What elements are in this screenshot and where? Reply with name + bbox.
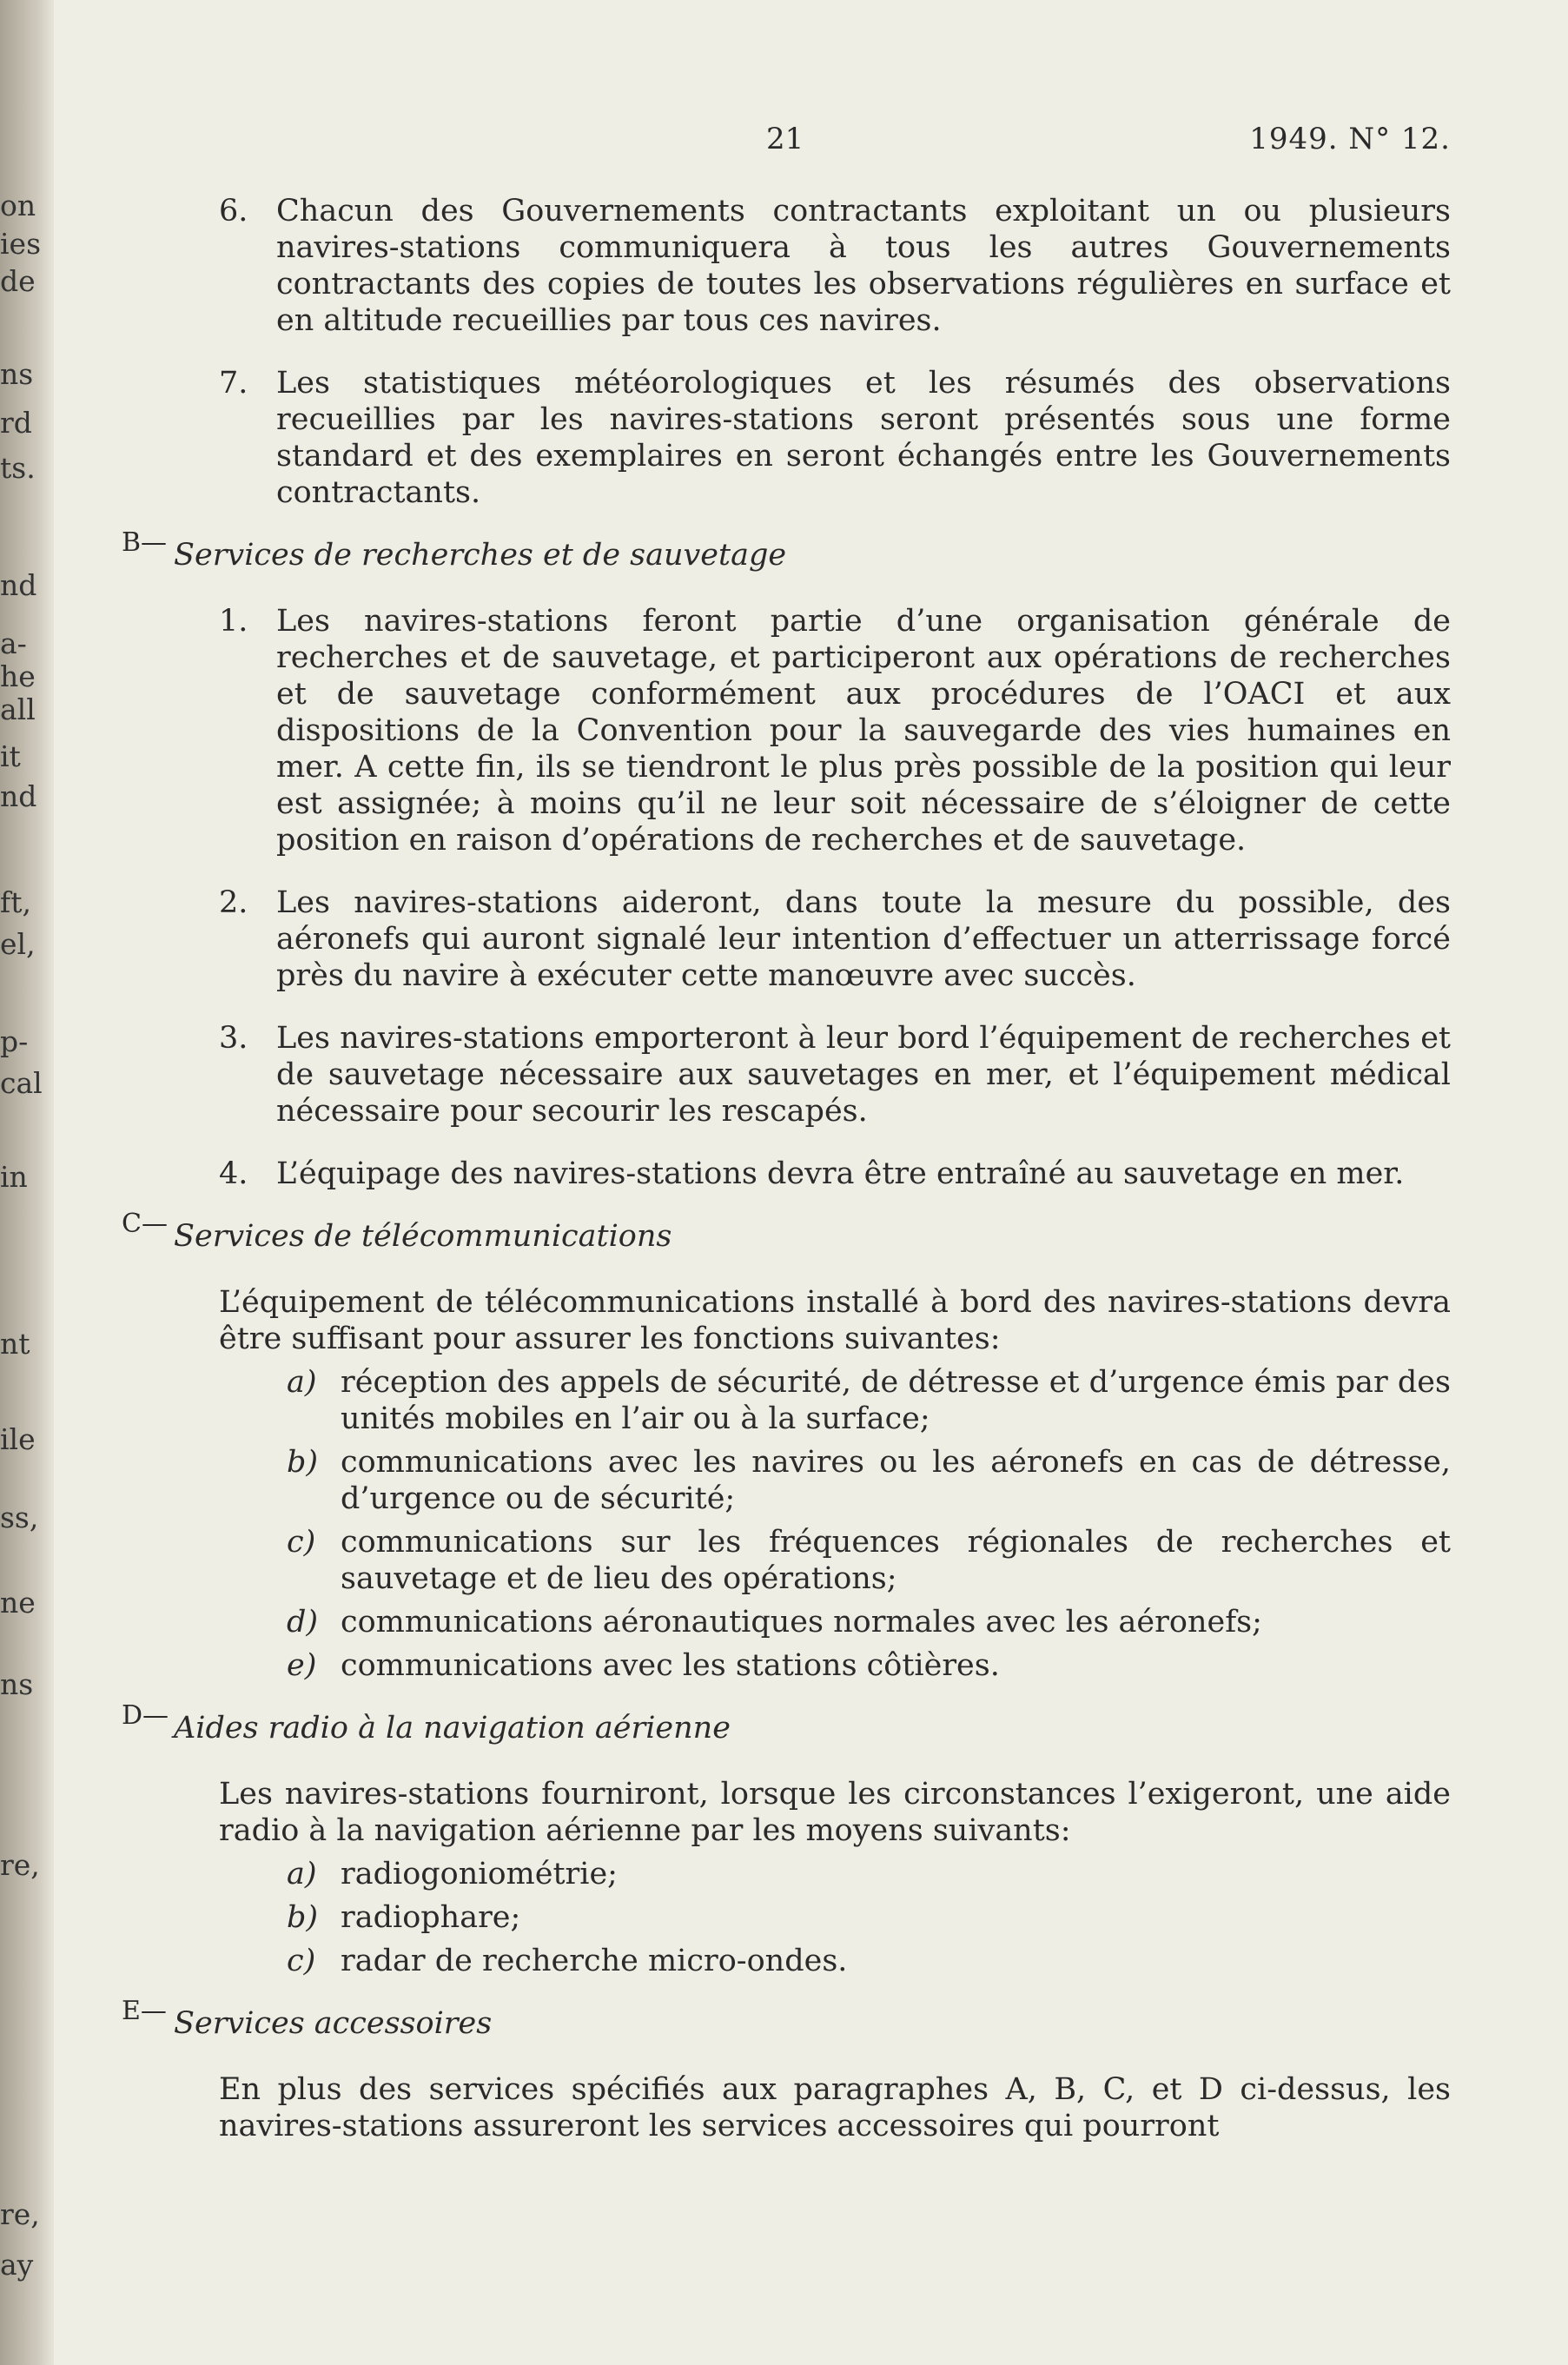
margin-fragment: nt <box>0 1328 30 1361</box>
list-item-text: réception des appels de sécurité, de détresse et d’urgence émis par des unités mobiles en l’air ou à la surface; <box>341 1365 1451 1436</box>
paragraph-text: Les navires-stations feront partie d’une organisation générale de recherches et de sauvetage, et participeront aux opérations de recherches et de sauvetage conformément aux procédures de l’OACI et aux dispositions de la Convention pour la sauvegarde des vies humaines en mer. A cette fin, ils se tiendront le plus près possible de la position qui leur est assignée; à moins qu’il ne leur soit nécessaire de s’éloigner de cette position en raison d’opérations de recherches et de sauvetage. <box>276 604 1451 858</box>
numbered-paragraph <box>122 1020 1451 1130</box>
list-item-text: communications sur les fréquences régionales de recherches et sauvetage et de lieu des opérations; <box>341 1525 1451 1596</box>
numbered-paragraph <box>122 193 1451 339</box>
margin-fragment: cal <box>0 1067 43 1100</box>
list-item-label: a) <box>287 1365 317 1400</box>
margin-fragment: he <box>0 660 36 693</box>
list-item-label: a) <box>287 1857 317 1891</box>
numbered-paragraph <box>122 1156 1451 1192</box>
numbered-paragraph <box>122 884 1451 994</box>
document-body <box>122 193 1451 2151</box>
list-item-text: radiophare; <box>341 1900 521 1935</box>
margin-fragment: nd <box>0 569 37 602</box>
numbered-paragraph <box>122 365 1451 511</box>
section-title-text: Services accessoires <box>174 2006 493 2041</box>
list-item-label: e) <box>287 1648 317 1683</box>
section-title-text: Services de télécommunications <box>174 1219 672 1254</box>
list-item-label: c) <box>287 1944 316 1978</box>
section-letter: B— <box>122 527 168 558</box>
paragraph-number: 7. <box>219 366 248 401</box>
section-heading-d <box>122 1700 1451 1746</box>
margin-fragment: el, <box>0 928 36 961</box>
margin-fragment: ns <box>0 1668 34 1701</box>
margin-fragment: ay <box>0 2249 34 2282</box>
section-intro: En plus des services spécifiés aux paragraphes A, B, C, et D ci-dessus, les navires-stations assureront les services accessoires qui pourront <box>219 2072 1451 2143</box>
paragraph-number: 2. <box>219 885 248 920</box>
section-title-text: Aides radio à la navigation aérienne <box>174 1711 731 1746</box>
list-item <box>122 1604 1451 1640</box>
margin-fragment: it <box>0 740 21 773</box>
list-item-label: b) <box>287 1445 319 1480</box>
section-heading-e <box>122 1996 1451 2042</box>
issue-reference: 1949. N° 12. <box>1249 122 1451 156</box>
paragraph-text: Les navires-stations emporteront à leur bord l’équipement de recherches et de sauvetage nécessaire aux sauvetages en mer, et l’équipement médical nécessaire pour secourir les rescapés. <box>276 1021 1451 1129</box>
list-item <box>122 1899 1451 1936</box>
list-item <box>122 1647 1451 1684</box>
list-item <box>122 1856 1451 1892</box>
section-intro: L’équipement de télécommunications installé à bord des navires-stations devra être suffisant pour assurer les fonctions suivantes: <box>219 1285 1451 1356</box>
section-letter: D— <box>122 1700 169 1731</box>
list-item-text: radar de recherche micro-ondes. <box>341 1944 848 1978</box>
paragraph-text: L’équipage des navires-stations devra être entraîné au sauvetage en mer. <box>276 1156 1405 1191</box>
margin-fragment: nd <box>0 780 37 813</box>
list-item <box>122 1444 1451 1517</box>
margin-fragment: ile <box>0 1423 36 1456</box>
list-item <box>122 1524 1451 1597</box>
margin-fragment: re, <box>0 2198 40 2231</box>
list-item-label: b) <box>287 1900 319 1935</box>
paragraph-text: Les statistiques météorologiques et les résumés des observations recueillies par les navires-stations seront présentés sous une forme standard et des exemplaires en seront échangés entre les Gouvernements contractants. <box>276 366 1451 510</box>
paragraph-text: Chacun des Gouvernements contractants exploitant un ou plusieurs navires-stations communiquera à tous les autres Gouvernements contractants des copies de toutes les observations régulières en surface et en altitude recueillies par tous ces navires. <box>276 194 1451 338</box>
section-letter: C— <box>122 1209 168 1239</box>
margin-fragment: ts. <box>0 452 36 485</box>
list-item <box>122 1364 1451 1437</box>
list-item <box>122 1943 1451 1979</box>
margin-fragment: a- <box>0 627 27 660</box>
list-item-label: d) <box>287 1605 319 1640</box>
margin-fragment: ne <box>0 1587 36 1620</box>
section-heading-c <box>122 1209 1451 1255</box>
document-page <box>122 0 1451 2365</box>
lettered-list <box>122 1856 1451 1979</box>
margin-fragment: p- <box>0 1025 29 1058</box>
margin-fragment: ies <box>0 228 42 261</box>
page-number: 21 <box>766 122 804 156</box>
list-item-text: communications aéronautiques normales avec les aéronefs; <box>341 1605 1262 1640</box>
margin-fragment: ss, <box>0 1501 39 1534</box>
paragraph-number: 3. <box>219 1021 248 1056</box>
margin-fragment: re, <box>0 1849 40 1882</box>
paragraph-number: 1. <box>219 604 248 639</box>
lettered-list <box>122 1364 1451 1684</box>
margin-fragment: ft, <box>0 886 31 919</box>
margin-fragment: ns <box>0 358 34 391</box>
section-title-text: Services de recherches et de sauvetage <box>174 538 787 573</box>
list-item-text: communications avec les navires ou les aéronefs en cas de détresse, d’urgence ou de sécurité; <box>341 1445 1451 1516</box>
paragraph-number: 6. <box>219 194 248 229</box>
paragraph-number: 4. <box>219 1156 248 1191</box>
margin-fragment: rd <box>0 407 32 440</box>
list-item-label: c) <box>287 1525 316 1560</box>
margin-fragment: de <box>0 265 36 298</box>
margin-fragment: in <box>0 1161 28 1194</box>
numbered-paragraph <box>122 603 1451 858</box>
paragraph-text: Les navires-stations aideront, dans toute la mesure du possible, des aéronefs qui auront signalé leur intention d’effectuer un atterrissage forcé près du navire à exécuter cette manœuvre avec succès. <box>276 885 1451 993</box>
list-item-text: radiogoniométrie; <box>341 1857 618 1891</box>
section-letter: E— <box>122 1996 167 2026</box>
list-item-text: communications avec les stations côtières. <box>341 1648 1000 1683</box>
page-header <box>122 122 1451 165</box>
margin-fragment: all <box>0 693 36 726</box>
margin-fragment: on <box>0 189 36 222</box>
section-intro: Les navires-stations fourniront, lorsque les circonstances l’exigeront, une aide radio à la navigation aérienne par les moyens suivants: <box>219 1777 1451 1848</box>
section-heading-b <box>122 527 1451 573</box>
